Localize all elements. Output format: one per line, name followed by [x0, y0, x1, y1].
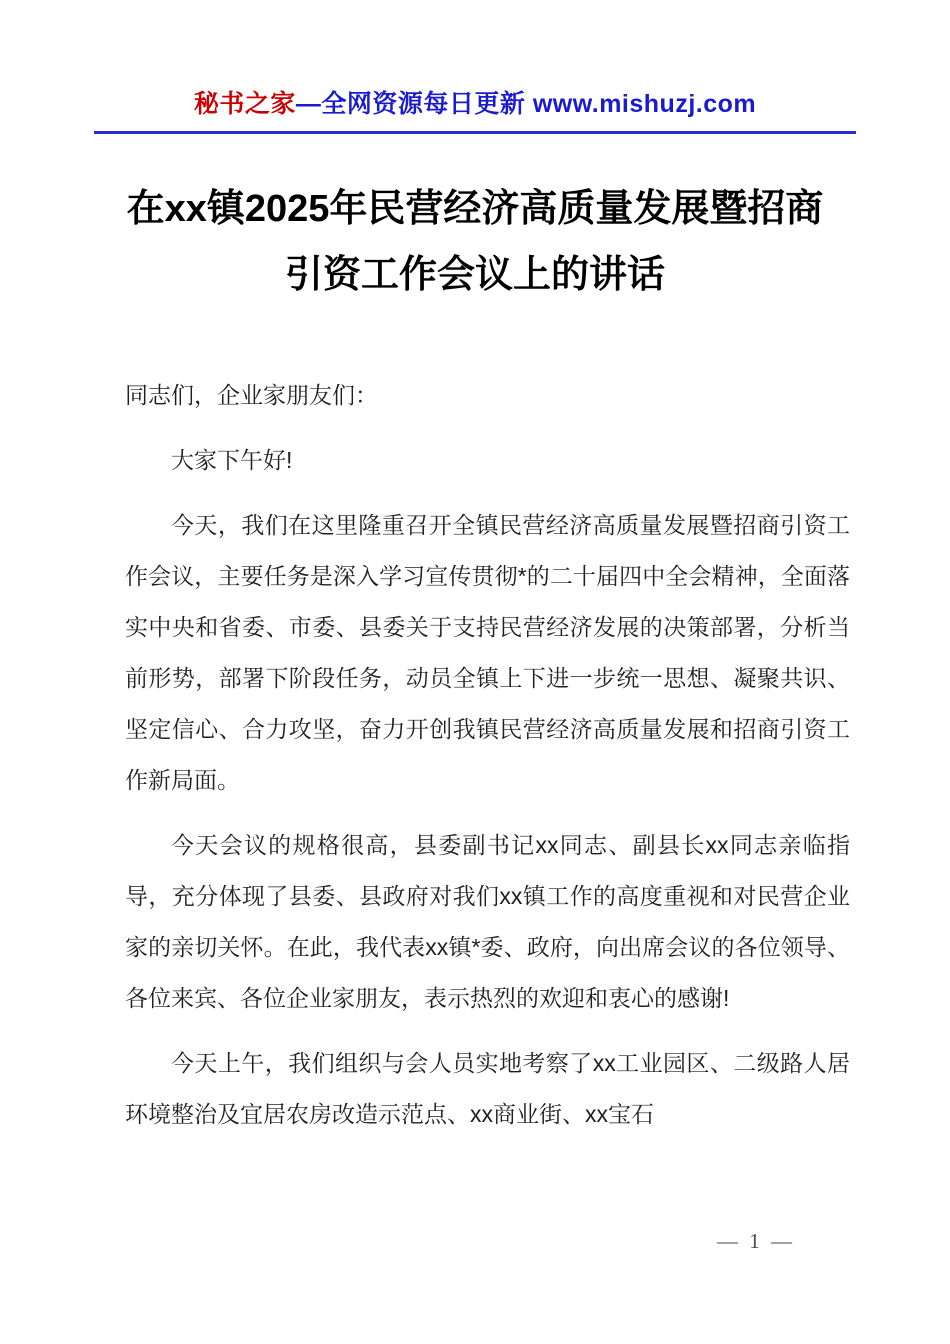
site-tagline: —全网资源每日更新 — [295, 90, 533, 118]
title-line-2: 引资工作会议上的讲话 — [284, 254, 665, 296]
site-header — [0, 0, 950, 120]
site-url-link[interactable]: www.mishuzj.com — [532, 90, 757, 118]
document-body — [125, 370, 850, 1140]
title-line-1: 在xx镇2025年民营经济高质量发展暨招商 — [126, 188, 824, 230]
header-divider — [94, 131, 856, 134]
paragraph-body-3: 今天上午，我们组织与会人员实地考察了xx工业园区、二级路人居环境整治及宜居农房改造示范点、xx商业街、xx宝石 — [125, 1050, 850, 1127]
document-title — [85, 176, 865, 308]
paragraph-body-2: 今天会议的规格很高，县委副书记xx同志、副县长xx同志亲临指导，充分体现了县委、县政府对我们xx镇工作的高度重视和对民营企业家的亲切关怀。在此，我代表xx镇*委、政府，向出席会议的各位领导、各位来宾、各位企业家朋友，表示热烈的欢迎和衷心的感谢! — [125, 832, 850, 1011]
page-number: — 1 — — [717, 1229, 795, 1253]
paragraph-greeting: 大家下午好! — [171, 447, 293, 473]
paragraph-body-1: 今天，我们在这里隆重召开全镇民营经济高质量发展暨招商引资工作会议，主要任务是深入学习宣传贯彻*的二十届四中全会精神，全面落实中央和省委、市委、县委关于支持民营经济发展的决策部署，分析当前形势，部署下阶段任务，动员全镇上下进一步统一思想、凝聚共识、坚定信心、合力攻坚，奋力开创我镇民营经济高质量发展和招商引资工作新局面。 — [125, 512, 850, 793]
site-name: 秘书之家 — [193, 90, 296, 118]
paragraph-salutation: 同志们，企业家朋友们： — [125, 382, 378, 408]
